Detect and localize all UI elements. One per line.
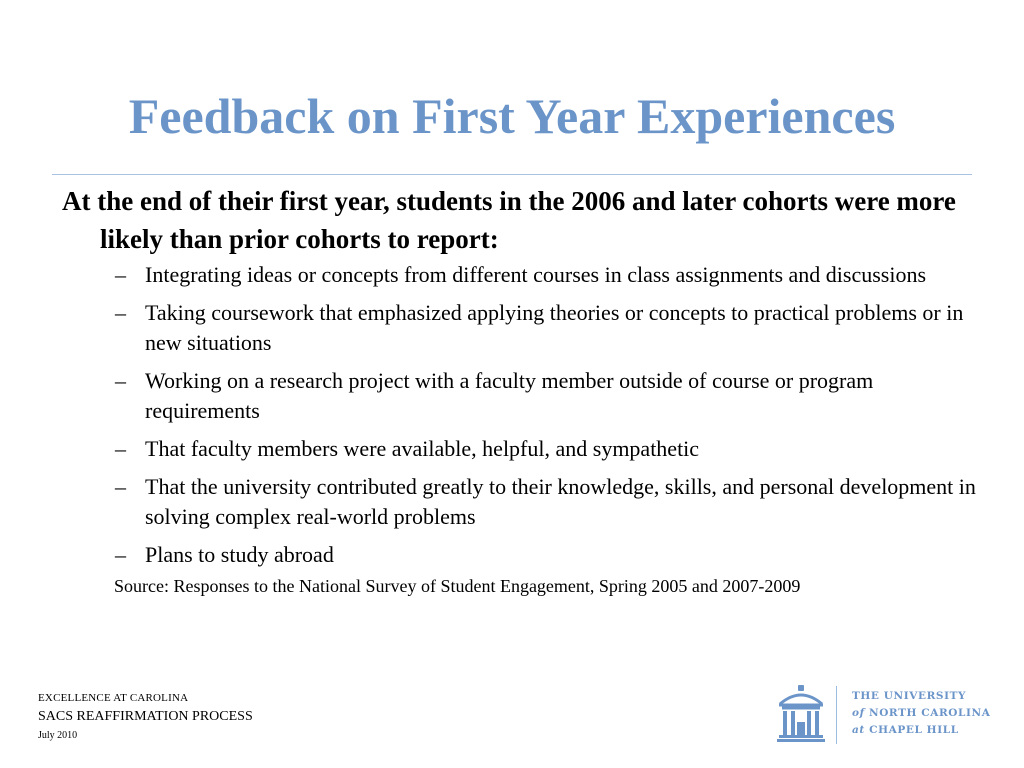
slide-content bbox=[62, 182, 982, 598]
list-item bbox=[62, 260, 982, 290]
dash-bullet: – bbox=[115, 368, 126, 393]
list-item-text: Working on a research project with a faculty member outside of course or program requirements bbox=[145, 368, 874, 423]
lead-statement: At the end of their first year, students in the 2006 and later cohorts were more likely than prior cohorts to report: bbox=[62, 186, 956, 254]
footer-branding bbox=[38, 691, 253, 743]
dash-bullet: – bbox=[115, 436, 126, 461]
dash-bullet: – bbox=[115, 300, 126, 325]
logo-line-2: of NORTH CAROLINA bbox=[852, 707, 991, 719]
list-item-text: Taking coursework that emphasized applying theories or concepts to practical problems or in new situations bbox=[145, 300, 964, 355]
list-item bbox=[62, 540, 982, 570]
dash-bullet: – bbox=[115, 474, 126, 499]
slide-title: Feedback on First Year Experiences bbox=[128, 88, 896, 144]
findings-list bbox=[62, 260, 982, 570]
logo-line-3: at CHAPEL HILL bbox=[852, 724, 959, 736]
dash-bullet: – bbox=[115, 542, 126, 567]
list-item-text: That the university contributed greatly to their knowledge, skills, and personal development in solving complex real-world problems bbox=[145, 474, 976, 529]
logo-divider bbox=[836, 686, 837, 744]
dash-bullet: – bbox=[115, 262, 126, 287]
footer-line-1: EXCELLENCE AT CAROLINA bbox=[38, 692, 189, 704]
footer-date: July 2010 bbox=[38, 730, 78, 741]
source-citation: Source: Responses to the National Survey of Student Engagement, Spring 2005 and 2007-2009 bbox=[114, 576, 801, 596]
list-item bbox=[62, 298, 982, 358]
list-item-text: Integrating ideas or concepts from different courses in class assignments and discussions bbox=[145, 262, 927, 287]
logo-line-1: THE UNIVERSITY bbox=[852, 690, 967, 702]
university-logo bbox=[776, 684, 996, 748]
list-item bbox=[62, 434, 982, 464]
title-divider bbox=[52, 174, 972, 175]
list-item bbox=[62, 366, 982, 426]
old-well-icon bbox=[776, 684, 826, 744]
list-item bbox=[62, 472, 982, 532]
list-item-text: That faculty members were available, helpful, and sympathetic bbox=[145, 436, 700, 461]
footer-line-2: SACS REAFFIRMATION PROCESS bbox=[38, 709, 253, 724]
logo-text bbox=[852, 688, 990, 739]
list-item-text: Plans to study abroad bbox=[145, 542, 334, 567]
